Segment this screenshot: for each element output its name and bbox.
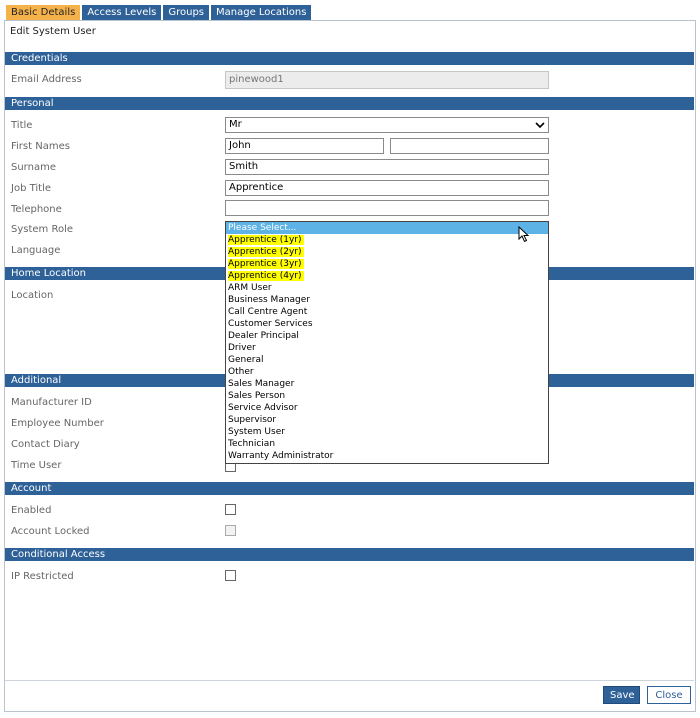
email-label: Email Address (11, 74, 82, 85)
middle-name-field[interactable] (390, 138, 549, 154)
tab-groups[interactable]: Groups (163, 5, 209, 20)
tab-basic-details[interactable]: Basic Details (6, 5, 80, 20)
option-label: Apprentice (2yr) (228, 247, 304, 257)
contact-diary-label: Contact Diary (11, 439, 80, 450)
system-role-option[interactable]: Other (228, 367, 254, 377)
system-role-option[interactable] (226, 246, 548, 258)
first-names-label: First Names (11, 141, 70, 152)
section-personal: Personal (5, 97, 694, 110)
system-role-option[interactable]: Business Manager (228, 295, 310, 305)
tab-bar (6, 5, 313, 20)
system-role-option[interactable]: Sales Person (228, 391, 286, 401)
title-label: Title (11, 120, 33, 131)
enabled-label: Enabled (11, 505, 52, 516)
section-conditional-access: Conditional Access (5, 548, 694, 561)
system-role-option[interactable]: Technician (228, 439, 276, 449)
section-credentials: Credentials (5, 52, 694, 65)
system-role-option[interactable]: Sales Manager (228, 379, 295, 389)
first-name-field[interactable]: John (225, 138, 384, 154)
telephone-field[interactable] (225, 200, 549, 216)
system-role-label: System Role (11, 224, 74, 235)
account-locked-checkbox (225, 525, 236, 536)
time-user-label: Time User (11, 460, 62, 471)
job-title-field[interactable]: Apprentice (225, 180, 549, 196)
footer-divider (5, 680, 694, 681)
system-role-option[interactable] (226, 258, 548, 270)
location-label: Location (11, 290, 54, 301)
system-role-option[interactable] (226, 270, 548, 282)
ip-restricted-label: IP Restricted (11, 571, 74, 582)
section-home-location: Home Location (5, 267, 694, 280)
manufacturer-id-label: Manufacturer ID (11, 397, 92, 408)
surname-field[interactable]: Smith (225, 159, 549, 175)
close-button[interactable]: Close (647, 686, 691, 704)
option-label: Apprentice (1yr) (228, 235, 304, 245)
account-locked-label: Account Locked (11, 526, 90, 537)
system-role-option[interactable]: Service Advisor (228, 403, 298, 413)
employee-number-label: Employee Number (11, 418, 104, 429)
save-button[interactable]: Save (603, 686, 640, 704)
section-account: Account (5, 482, 694, 495)
language-label: Language (11, 245, 61, 256)
page-title: Edit System User (10, 26, 96, 37)
system-role-option[interactable]: General (228, 355, 264, 365)
system-role-option[interactable]: Warranty Administrator (228, 451, 334, 461)
system-role-option[interactable]: Call Centre Agent (228, 307, 308, 317)
section-additional: Additional (5, 374, 694, 387)
system-role-option[interactable]: Customer Services (228, 319, 313, 329)
surname-label: Surname (11, 162, 56, 173)
system-role-option[interactable]: ARM User (228, 283, 272, 293)
email-field: pinewood1 (225, 71, 549, 89)
chevron-down-icon (535, 120, 545, 130)
title-select[interactable] (225, 117, 549, 133)
ip-restricted-checkbox[interactable] (225, 570, 236, 581)
system-role-option[interactable] (226, 234, 548, 246)
enabled-checkbox[interactable] (225, 504, 236, 515)
system-role-option[interactable]: Driver (228, 343, 256, 353)
option-label: Apprentice (4yr) (228, 271, 304, 281)
job-title-label: Job Title (11, 183, 52, 194)
system-role-option[interactable]: Dealer Principal (228, 331, 299, 341)
tab-access-levels[interactable]: Access Levels (82, 5, 161, 20)
option-label: Apprentice (3yr) (228, 259, 304, 269)
system-role-dropdown[interactable] (225, 221, 549, 464)
system-role-option[interactable]: System User (228, 427, 285, 437)
system-role-option[interactable]: Supervisor (228, 415, 277, 425)
title-select-value: Mr (229, 119, 242, 130)
tab-manage-locations[interactable]: Manage Locations (211, 5, 311, 20)
telephone-label: Telephone (11, 204, 62, 215)
system-role-option[interactable]: Please Select... (226, 222, 548, 234)
mouse-pointer-icon (518, 226, 530, 243)
